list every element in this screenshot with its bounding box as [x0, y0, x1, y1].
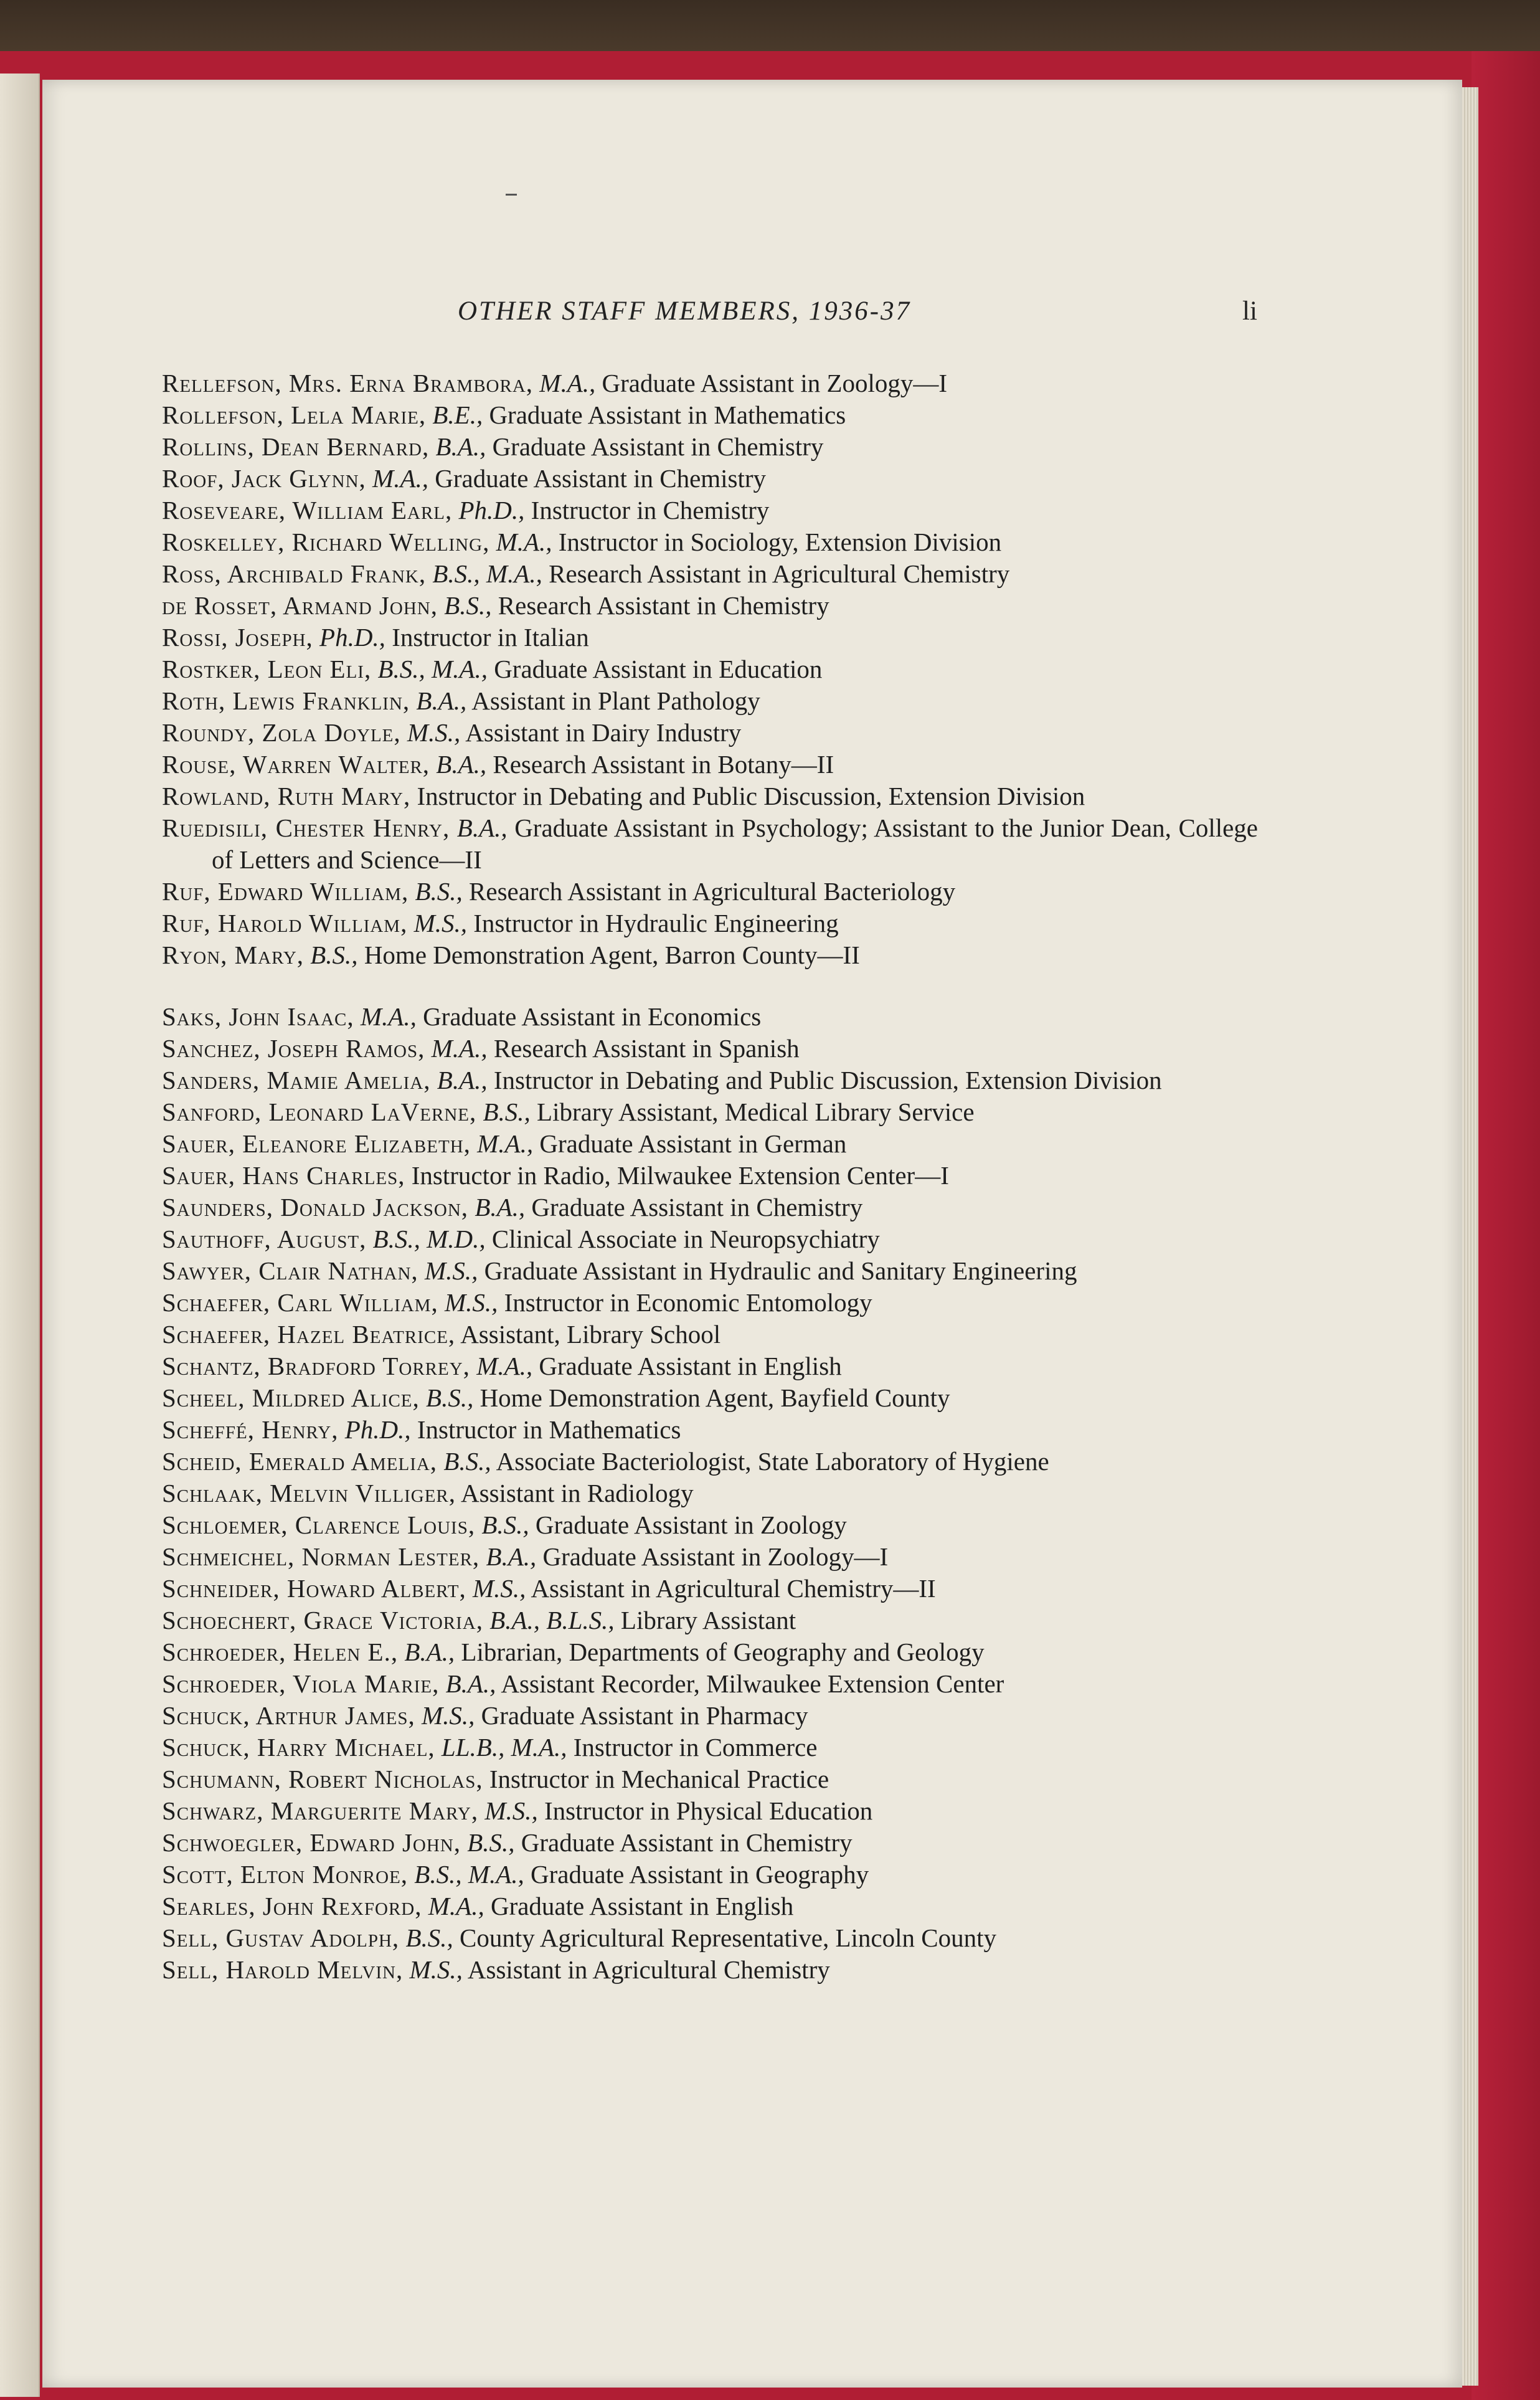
staff-position: County Agricultural Representative, Lincoln County	[459, 1923, 996, 1952]
staff-position: Instructor in Economic Entomology	[504, 1288, 872, 1317]
staff-position: Instructor in Physical Education	[544, 1796, 873, 1825]
staff-degree: B.A.,	[486, 1542, 537, 1571]
staff-group-r	[162, 368, 1258, 971]
staff-entry	[162, 622, 1258, 653]
staff-entry	[162, 1128, 1258, 1160]
staff-position: Graduate Assistant in Zoology	[535, 1511, 847, 1539]
staff-degree: B.S.,	[426, 1383, 474, 1412]
staff-degree: M.A.,	[496, 528, 552, 556]
staff-degree: B.A.,	[437, 1066, 488, 1094]
staff-position: Instructor in Sociology, Extension Division	[558, 528, 1002, 556]
staff-degree: M.A.,	[360, 1002, 417, 1031]
staff-position: Library Assistant	[620, 1606, 796, 1634]
staff-name: Sauthoff, August,	[162, 1225, 367, 1253]
staff-name: Sanford, Leonard LaVerne,	[162, 1098, 477, 1126]
staff-entry	[162, 1922, 1258, 1954]
staff-position: Assistant in Agricultural Chemistry—II	[531, 1574, 936, 1603]
staff-name: Rossi, Joseph,	[162, 623, 313, 652]
staff-entry	[162, 1573, 1258, 1605]
staff-name: Schoechert, Grace Victoria,	[162, 1606, 483, 1634]
staff-name: Sell, Gustav Adolph,	[162, 1923, 400, 1952]
staff-group-s	[162, 1001, 1258, 1986]
staff-degree: B.S.,	[310, 941, 358, 969]
staff-name: Sauer, Eleanore Elizabeth,	[162, 1129, 471, 1158]
staff-entry	[162, 1001, 1258, 1033]
staff-name: Ruf, Harold William,	[162, 909, 408, 937]
staff-degree: M.S.,	[421, 1701, 475, 1730]
staff-position: Library Assistant, Medical Library Service	[537, 1098, 975, 1126]
staff-position: Home Demonstration Agent, Barron County—II	[364, 941, 860, 969]
staff-name: Roundy, Zola Doyle,	[162, 718, 401, 747]
staff-degree: B.A.,	[416, 686, 467, 715]
staff-degree: B.S.,	[483, 1098, 531, 1126]
staff-position: Instructor in Radio, Milwaukee Extension Center—I	[411, 1161, 949, 1190]
staff-name: Rowland, Ruth Mary,	[162, 782, 411, 810]
staff-degree: M.S.,	[424, 1256, 478, 1285]
staff-name: Schlaak, Melvin Villiger,	[162, 1479, 456, 1507]
staff-position: Assistant in Dairy Industry	[465, 718, 742, 747]
staff-entry	[162, 939, 1258, 971]
staff-name: Ryon, Mary,	[162, 941, 305, 969]
staff-name: Roof, Jack Glynn,	[162, 464, 366, 493]
staff-name: Schaefer, Carl William,	[162, 1288, 438, 1317]
staff-entry	[162, 368, 1258, 399]
staff-name: Rostker, Leon Eli,	[162, 655, 372, 683]
staff-degree: B.S.,	[444, 591, 492, 620]
staff-position: Research Assistant in Chemistry	[498, 591, 829, 620]
staff-position: Graduate Assistant in Chemistry	[531, 1193, 863, 1221]
staff-entry	[162, 1065, 1258, 1096]
page-stack-edges	[1462, 87, 1478, 2386]
staff-degree: M.S.,	[484, 1796, 538, 1825]
staff-name: Rellefson, Mrs. Erna Brambora,	[162, 369, 534, 397]
staff-entry	[162, 1287, 1258, 1319]
staff-position: Instructor in Hydraulic Engineering	[473, 909, 839, 937]
staff-degree: B.S.,	[481, 1511, 529, 1539]
staff-entry	[162, 1223, 1258, 1255]
staff-entry	[162, 1954, 1258, 1986]
staff-entry	[162, 1096, 1258, 1128]
staff-position: Graduate Assistant in Economics	[423, 1002, 762, 1031]
staff-name: Schroeder, Viola Marie,	[162, 1669, 440, 1698]
staff-name: Ruf, Edward William,	[162, 877, 409, 906]
staff-position: Graduate Assistant in German	[539, 1129, 847, 1158]
staff-degree: M.S.,	[444, 1288, 498, 1317]
staff-position: Research Assistant in Agricultural Bacteriology	[469, 877, 956, 906]
staff-entry	[162, 1192, 1258, 1223]
staff-name: Roskelley, Richard Welling,	[162, 528, 490, 556]
page-number: li	[1242, 296, 1257, 326]
staff-name: de Rosset, Armand John,	[162, 591, 438, 620]
staff-entry	[162, 1446, 1258, 1477]
staff-name: Schneider, Howard Albert,	[162, 1574, 466, 1603]
staff-entry	[162, 590, 1258, 622]
staff-list	[162, 368, 1258, 1986]
staff-name: Sanders, Mamie Amelia,	[162, 1066, 431, 1094]
staff-position: Clinical Associate in Neuropsychiatry	[491, 1225, 880, 1253]
staff-entry	[162, 1319, 1258, 1350]
staff-name: Schroeder, Helen E.,	[162, 1638, 399, 1666]
staff-name: Rouse, Warren Walter,	[162, 750, 430, 779]
staff-entry	[162, 812, 1258, 876]
staff-entry	[162, 1382, 1258, 1414]
staff-name: Ross, Archibald Frank,	[162, 559, 427, 588]
staff-degree: Ph.D.,	[458, 496, 525, 524]
staff-position: Research Assistant in Agricultural Chemistry	[549, 559, 1010, 588]
staff-position: Graduate Assistant in English	[490, 1892, 794, 1920]
staff-entry	[162, 1700, 1258, 1732]
staff-degree: Ph.D.,	[319, 623, 385, 652]
staff-position: Graduate Assistant in Chemistry	[492, 432, 824, 461]
staff-degree: M.A.,	[539, 369, 596, 397]
staff-name: Schmeichel, Norman Lester,	[162, 1542, 480, 1571]
staff-entry	[162, 399, 1258, 431]
staff-degree: B.A.,	[475, 1193, 526, 1221]
section-gap	[162, 971, 1258, 1001]
staff-position: Research Assistant in Spanish	[493, 1034, 800, 1063]
staff-entry	[162, 431, 1258, 463]
staff-position: Graduate Assistant in English	[539, 1352, 842, 1380]
staff-position: Associate Bacteriologist, State Laboratory of Hygiene	[496, 1447, 1049, 1476]
page-header	[0, 296, 1540, 333]
staff-position: Instructor in Mathematics	[417, 1415, 681, 1444]
staff-position: Assistant, Library School	[460, 1320, 721, 1349]
page-mark	[506, 194, 517, 196]
staff-entry	[162, 1890, 1258, 1922]
staff-name: Sell, Harold Melvin,	[162, 1955, 404, 1984]
staff-degree: Ph.D.,	[344, 1415, 411, 1444]
staff-entry	[162, 1350, 1258, 1382]
staff-name: Scheffé, Henry,	[162, 1415, 339, 1444]
staff-name: Schuck, Harry Michael,	[162, 1733, 435, 1762]
staff-position: Graduate Assistant in Mathematics	[489, 401, 846, 429]
staff-name: Sawyer, Clair Nathan,	[162, 1256, 418, 1285]
staff-name: Ruedisili, Chester Henry,	[162, 813, 450, 842]
staff-entry	[162, 717, 1258, 749]
staff-degree: M.S.,	[413, 909, 467, 937]
staff-entry	[162, 1509, 1258, 1541]
staff-position: Instructor in Debating and Public Discussion, Extension Division	[417, 782, 1085, 810]
staff-entry	[162, 685, 1258, 717]
staff-position: Graduate Assistant in Geography	[531, 1860, 869, 1889]
staff-degree: B.A.,	[445, 1669, 496, 1698]
staff-degree: M.S.,	[409, 1955, 463, 1984]
staff-degree: B.A.,	[436, 750, 487, 779]
staff-entry	[162, 749, 1258, 780]
staff-entry	[162, 1795, 1258, 1827]
staff-name: Scott, Elton Monroe,	[162, 1860, 409, 1889]
staff-degree: B.S.,	[415, 877, 463, 906]
staff-degree: B.S., M.D.,	[372, 1225, 486, 1253]
staff-degree: M.S.,	[473, 1574, 526, 1603]
staff-entry	[162, 463, 1258, 495]
staff-name: Saks, John Isaac,	[162, 1002, 354, 1031]
staff-entry	[162, 1541, 1258, 1573]
staff-degree: B.S., M.A.,	[432, 559, 542, 588]
staff-position: Research Assistant in Botany—II	[493, 750, 834, 779]
staff-degree: B.E.,	[432, 401, 483, 429]
staff-name: Schaefer, Hazel Beatrice,	[162, 1320, 456, 1349]
left-page-edge	[0, 74, 40, 2397]
staff-degree: B.A.,	[404, 1638, 455, 1666]
staff-entry	[162, 1827, 1258, 1859]
staff-position: Librarian, Departments of Geography and Geology	[461, 1638, 985, 1666]
staff-entry	[162, 1732, 1258, 1763]
staff-name: Rollefson, Lela Marie,	[162, 401, 427, 429]
staff-degree: B.S., M.A.,	[414, 1860, 524, 1889]
staff-name: Searles, John Rexford,	[162, 1892, 422, 1920]
staff-name: Schwarz, Marguerite Mary,	[162, 1796, 479, 1825]
staff-position: Assistant Recorder, Milwaukee Extension Center	[501, 1669, 1004, 1698]
staff-entry	[162, 1605, 1258, 1636]
staff-degree: M.A.,	[372, 464, 428, 493]
staff-position: Graduate Assistant in Hydraulic and Sanitary Engineering	[484, 1256, 1077, 1285]
staff-degree: M.A.,	[428, 1892, 484, 1920]
staff-degree: M.A.,	[477, 1129, 534, 1158]
staff-position: Graduate Assistant in Psychology; Assistant to the Junior Dean, College of Letters and Science—II	[212, 813, 1259, 874]
staff-position: Instructor in Italian	[392, 623, 589, 652]
staff-position: Instructor in Mechanical Practice	[489, 1765, 829, 1793]
staff-entry	[162, 1763, 1258, 1795]
staff-position: Instructor in Chemistry	[531, 496, 770, 524]
staff-entry	[162, 1668, 1258, 1700]
staff-position: Graduate Assistant in Pharmacy	[481, 1701, 808, 1730]
staff-position: Graduate Assistant in Zoology—I	[542, 1542, 889, 1571]
staff-name: Rollins, Dean Bernard,	[162, 432, 430, 461]
staff-entry	[162, 1477, 1258, 1509]
staff-position: Assistant in Plant Pathology	[471, 686, 760, 715]
staff-name: Roseveare, William Earl,	[162, 496, 453, 524]
staff-position: Home Demonstration Agent, Bayfield County	[479, 1383, 950, 1412]
staff-position: Graduate Assistant in Chemistry	[521, 1828, 853, 1857]
staff-name: Schloemer, Clarence Louis,	[162, 1511, 476, 1539]
running-head: OTHER STAFF MEMBERS, 1936-37	[458, 296, 912, 326]
staff-name: Roth, Lewis Franklin,	[162, 686, 410, 715]
staff-degree: M.A.,	[476, 1352, 533, 1380]
staff-entry	[162, 1255, 1258, 1287]
staff-degree: LL.B., M.A.,	[441, 1733, 567, 1762]
staff-position: Graduate Assistant in Chemistry	[435, 464, 767, 493]
staff-entry	[162, 653, 1258, 685]
staff-name: Schumann, Robert Nicholas,	[162, 1765, 483, 1793]
staff-position: Assistant in Radiology	[461, 1479, 694, 1507]
staff-degree: B.A.,	[435, 432, 486, 461]
staff-entry	[162, 495, 1258, 526]
staff-degree: B.S.,	[467, 1828, 515, 1857]
staff-degree: B.S.,	[405, 1923, 453, 1952]
staff-entry	[162, 780, 1258, 812]
staff-name: Schantz, Bradford Torrey,	[162, 1352, 470, 1380]
staff-name: Sanchez, Joseph Ramos,	[162, 1034, 425, 1063]
staff-position: Assistant in Agricultural Chemistry	[467, 1955, 830, 1984]
staff-entry	[162, 876, 1258, 908]
staff-position: Instructor in Commerce	[573, 1733, 818, 1762]
staff-degree: B.A., B.L.S.,	[489, 1606, 615, 1634]
staff-position: Instructor in Debating and Public Discussion, Extension Division	[493, 1066, 1162, 1094]
staff-entry	[162, 1160, 1258, 1192]
staff-position: Graduate Assistant in Education	[494, 655, 823, 683]
staff-name: Scheel, Mildred Alice,	[162, 1383, 420, 1412]
staff-name: Scheid, Emerald Amelia,	[162, 1447, 438, 1476]
staff-entry	[162, 1033, 1258, 1065]
staff-entry	[162, 558, 1258, 590]
staff-degree: B.A.,	[456, 813, 508, 842]
staff-degree: B.S.,	[443, 1447, 491, 1476]
staff-entry	[162, 1859, 1258, 1890]
staff-name: Sauer, Hans Charles,	[162, 1161, 405, 1190]
staff-name: Schuck, Arthur James,	[162, 1701, 415, 1730]
staff-position: Graduate Assistant in Zoology—I	[602, 369, 948, 397]
staff-entry	[162, 526, 1258, 558]
staff-degree: M.A.,	[431, 1034, 488, 1063]
staff-degree: M.S.,	[407, 718, 461, 747]
staff-name: Schwoegler, Edward John,	[162, 1828, 461, 1857]
book-cover-top-edge	[0, 0, 1540, 51]
staff-entry	[162, 908, 1258, 939]
staff-entry	[162, 1636, 1258, 1668]
staff-entry	[162, 1414, 1258, 1446]
staff-name: Saunders, Donald Jackson,	[162, 1193, 469, 1221]
staff-degree: B.S., M.A.,	[377, 655, 488, 683]
